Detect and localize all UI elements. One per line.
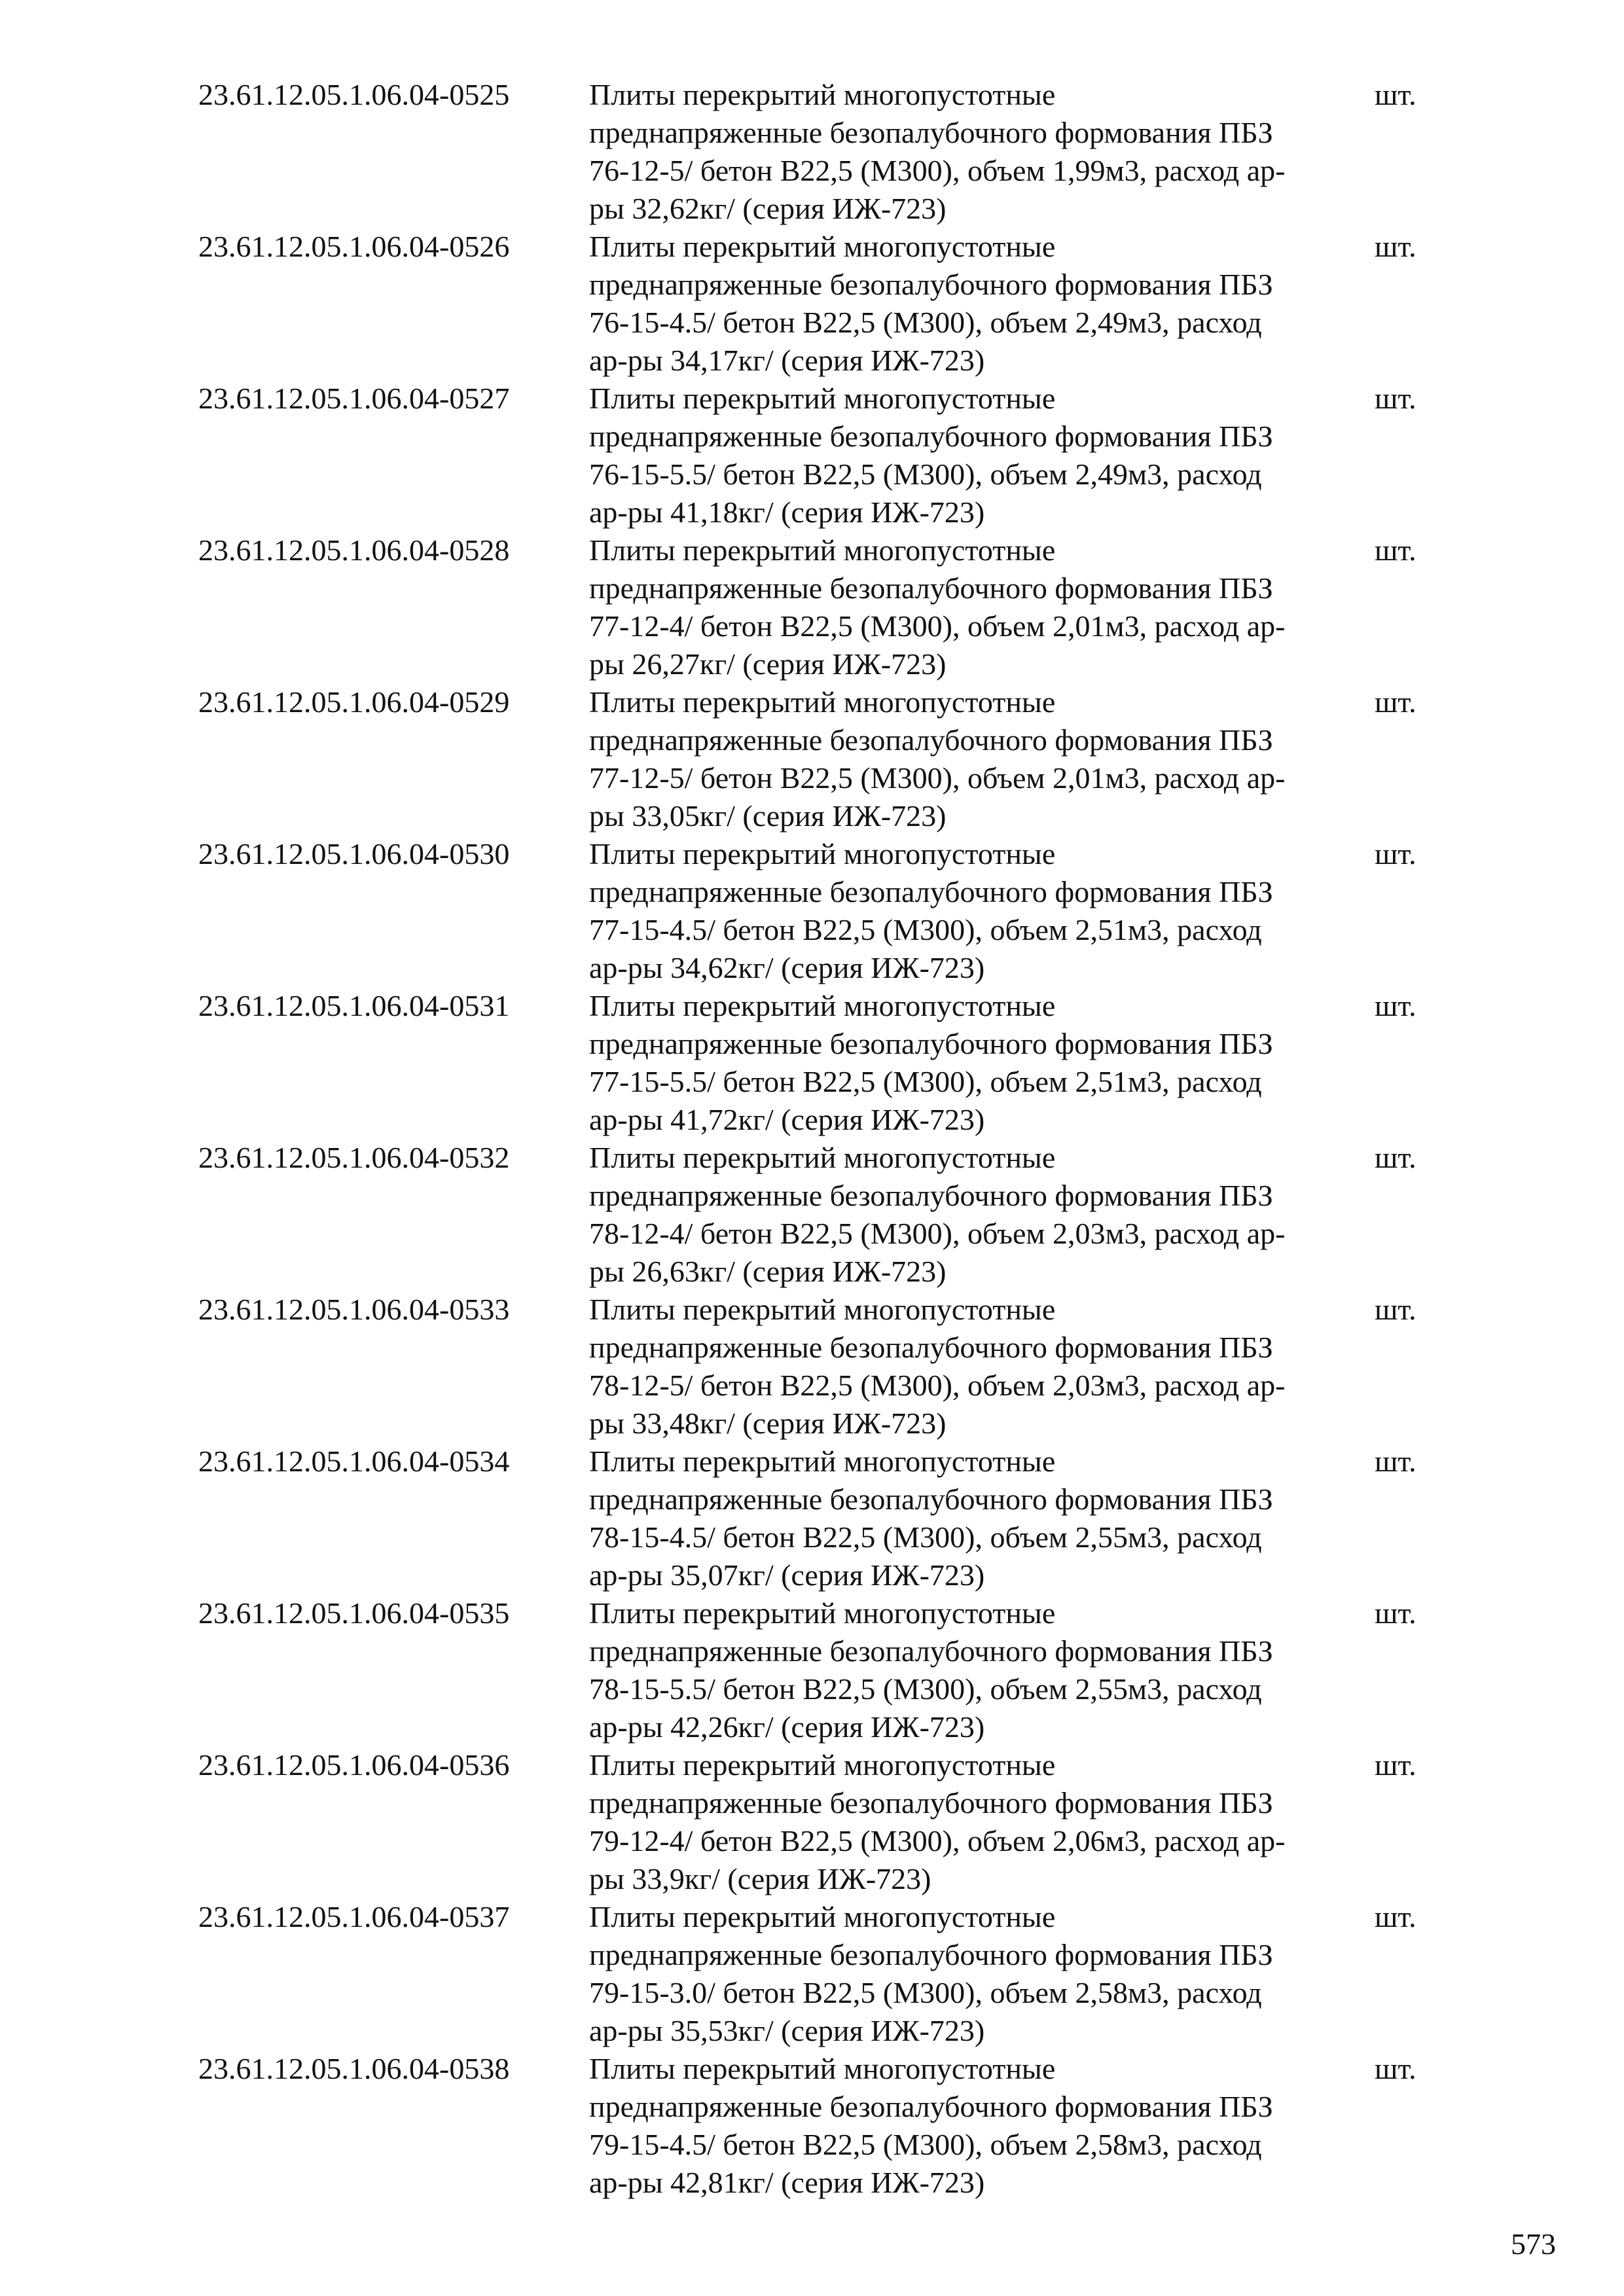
item-unit: шт. xyxy=(1375,1900,1416,1933)
description-line: преднапряженные безопалубочного формования ПБЗ xyxy=(589,1482,1273,1516)
description-line: преднапряженные безопалубочного формования ПБЗ xyxy=(589,1027,1273,1060)
item-description xyxy=(589,987,1375,1139)
item-unit: шт. xyxy=(1375,837,1416,870)
list-item xyxy=(0,531,1624,683)
description-line: 78-12-5/ бетон В22,5 (М300), объем 2,03м3, расход ар- xyxy=(589,1369,1286,1402)
description-line: Плиты перекрытий многопустотные xyxy=(589,1293,1056,1326)
item-code: 23.61.12.05.1.06.04-0536 xyxy=(198,1748,510,1782)
description-line: Плиты перекрытий многопустотные xyxy=(589,2052,1056,2085)
description-line: преднапряженные безопалубочного формования ПБЗ xyxy=(589,1938,1273,1971)
item-code: 23.61.12.05.1.06.04-0526 xyxy=(198,230,510,263)
item-unit: шт. xyxy=(1375,1596,1416,1630)
list-item xyxy=(0,835,1624,987)
description-line: преднапряженные безопалубочного формования ПБЗ xyxy=(589,1331,1273,1364)
description-line: ар-ры 35,07кг/ (серия ИЖ-723) xyxy=(589,1558,985,1592)
description-line: 77-15-5.5/ бетон В22,5 (М300), объем 2,51м3, расход xyxy=(589,1065,1262,1098)
item-code: 23.61.12.05.1.06.04-0535 xyxy=(198,1596,510,1630)
item-code: 23.61.12.05.1.06.04-0538 xyxy=(198,2052,510,2085)
item-unit: шт. xyxy=(1375,685,1416,719)
description-line: преднапряженные безопалубочного формования ПБЗ xyxy=(589,116,1273,149)
description-line: Плиты перекрытий многопустотные xyxy=(589,989,1056,1022)
item-code: 23.61.12.05.1.06.04-0532 xyxy=(198,1141,510,1174)
description-line: Плиты перекрытий многопустотные xyxy=(589,685,1056,719)
item-description xyxy=(589,380,1375,531)
description-line: преднапряженные безопалубочного формования ПБЗ xyxy=(589,2090,1273,2123)
description-line: ры 32,62кг/ (серия ИЖ-723) xyxy=(589,192,947,225)
description-line: 79-15-3.0/ бетон В22,5 (М300), объем 2,58м3, расход xyxy=(589,1976,1262,2009)
description-line: 78-12-4/ бетон В22,5 (М300), объем 2,03м3, расход ар- xyxy=(589,1217,1286,1250)
description-line: ар-ры 34,62кг/ (серия ИЖ-723) xyxy=(589,951,985,984)
item-description xyxy=(589,1898,1375,2050)
item-unit: шт. xyxy=(1375,989,1416,1022)
item-description xyxy=(589,1594,1375,1746)
item-code: 23.61.12.05.1.06.04-0533 xyxy=(198,1293,510,1326)
list-item xyxy=(0,2050,1624,2202)
description-line: 76-15-4.5/ бетон В22,5 (М300), объем 2,49м3, расход xyxy=(589,306,1262,339)
item-code: 23.61.12.05.1.06.04-0530 xyxy=(198,837,510,870)
description-line: ры 33,05кг/ (серия ИЖ-723) xyxy=(589,799,947,833)
list-item xyxy=(0,1291,1624,1443)
description-line: Плиты перекрытий многопустотные xyxy=(589,1596,1056,1630)
description-line: ар-ры 34,17кг/ (серия ИЖ-723) xyxy=(589,344,985,377)
item-code: 23.61.12.05.1.06.04-0534 xyxy=(198,1444,510,1478)
description-line: ар-ры 41,72кг/ (серия ИЖ-723) xyxy=(589,1103,985,1136)
description-line: Плиты перекрытий многопустотные xyxy=(589,837,1056,870)
description-line: 79-12-4/ бетон В22,5 (М300), объем 2,06м3, расход ар- xyxy=(589,1824,1286,1857)
description-line: преднапряженные безопалубочного формования ПБЗ xyxy=(589,1634,1273,1668)
description-line: Плиты перекрытий многопустотные xyxy=(589,533,1056,567)
description-line: преднапряженные безопалубочного формования ПБЗ xyxy=(589,268,1273,301)
item-unit: шт. xyxy=(1375,1293,1416,1326)
description-line: преднапряженные безопалубочного формования ПБЗ xyxy=(589,571,1273,605)
item-description xyxy=(589,1291,1375,1443)
list-item xyxy=(0,987,1624,1139)
item-code: 23.61.12.05.1.06.04-0529 xyxy=(198,685,510,719)
description-line: 78-15-5.5/ бетон В22,5 (М300), объем 2,55м3, расход xyxy=(589,1672,1262,1706)
description-line: ар-ры 35,53кг/ (серия ИЖ-723) xyxy=(589,2014,985,2047)
description-line: ар-ры 41,18кг/ (серия ИЖ-723) xyxy=(589,495,985,529)
item-unit: шт. xyxy=(1375,230,1416,263)
item-description xyxy=(589,683,1375,835)
list-item xyxy=(0,380,1624,531)
page-number: 573 xyxy=(1511,2227,1556,2261)
item-description xyxy=(589,76,1375,228)
item-unit: шт. xyxy=(1375,382,1416,415)
description-line: ар-ры 42,81кг/ (серия ИЖ-723) xyxy=(589,2166,985,2199)
item-unit: шт. xyxy=(1375,2052,1416,2085)
description-line: 76-12-5/ бетон В22,5 (М300), объем 1,99м3, расход ар- xyxy=(589,154,1286,187)
description-line: Плиты перекрытий многопустотные xyxy=(589,230,1056,263)
description-line: 77-12-5/ бетон В22,5 (М300), объем 2,01м3, расход ар- xyxy=(589,761,1286,795)
description-line: Плиты перекрытий многопустотные xyxy=(589,1444,1056,1478)
list-item xyxy=(0,1746,1624,1898)
item-description xyxy=(589,2050,1375,2202)
item-code: 23.61.12.05.1.06.04-0528 xyxy=(198,533,510,567)
description-line: Плиты перекрытий многопустотные xyxy=(589,1748,1056,1782)
description-line: 77-12-4/ бетон В22,5 (М300), объем 2,01м3, расход ар- xyxy=(589,609,1286,643)
list-item xyxy=(0,228,1624,380)
description-line: ры 26,27кг/ (серия ИЖ-723) xyxy=(589,647,947,681)
list-item xyxy=(0,76,1624,228)
list-item xyxy=(0,1139,1624,1291)
description-line: преднапряженные безопалубочного формования ПБЗ xyxy=(589,1786,1273,1820)
item-code: 23.61.12.05.1.06.04-0531 xyxy=(198,989,510,1022)
description-line: 79-15-4.5/ бетон В22,5 (М300), объем 2,58м3, расход xyxy=(589,2128,1262,2161)
description-line: ры 26,63кг/ (серия ИЖ-723) xyxy=(589,1255,947,1288)
description-line: Плиты перекрытий многопустотные xyxy=(589,382,1056,415)
description-line: Плиты перекрытий многопустотные xyxy=(589,1141,1056,1174)
item-description xyxy=(589,228,1375,380)
entries-list xyxy=(0,76,1624,2202)
item-description xyxy=(589,835,1375,987)
item-description xyxy=(589,1139,1375,1291)
item-unit: шт. xyxy=(1375,78,1416,111)
description-line: 76-15-5.5/ бетон В22,5 (М300), объем 2,49м3, расход xyxy=(589,457,1262,491)
description-line: преднапряженные безопалубочного формования ПБЗ xyxy=(589,1179,1273,1212)
item-unit: шт. xyxy=(1375,1141,1416,1174)
description-line: ры 33,9кг/ (серия ИЖ-723) xyxy=(589,1862,931,1895)
item-code: 23.61.12.05.1.06.04-0527 xyxy=(198,382,510,415)
list-item xyxy=(0,1443,1624,1594)
description-line: 77-15-4.5/ бетон В22,5 (М300), объем 2,51м3, расход xyxy=(589,913,1262,946)
description-line: преднапряженные безопалубочного формования ПБЗ xyxy=(589,420,1273,453)
description-line: Плиты перекрытий многопустотные xyxy=(589,78,1056,111)
description-line: 78-15-4.5/ бетон В22,5 (М300), объем 2,55м3, расход xyxy=(589,1520,1262,1554)
item-code: 23.61.12.05.1.06.04-0525 xyxy=(198,78,510,111)
description-line: ар-ры 42,26кг/ (серия ИЖ-723) xyxy=(589,1710,985,1744)
description-line: преднапряженные безопалубочного формования ПБЗ xyxy=(589,723,1273,757)
item-unit: шт. xyxy=(1375,1748,1416,1782)
item-code: 23.61.12.05.1.06.04-0537 xyxy=(198,1900,510,1933)
list-item xyxy=(0,1594,1624,1746)
item-description xyxy=(589,1746,1375,1898)
description-line: преднапряженные безопалубочного формования ПБЗ xyxy=(589,875,1273,908)
list-item xyxy=(0,683,1624,835)
item-unit: шт. xyxy=(1375,1444,1416,1478)
item-unit: шт. xyxy=(1375,533,1416,567)
list-item xyxy=(0,1898,1624,2050)
description-line: Плиты перекрытий многопустотные xyxy=(589,1900,1056,1933)
item-description xyxy=(589,1443,1375,1594)
description-line: ры 33,48кг/ (серия ИЖ-723) xyxy=(589,1407,947,1440)
item-description xyxy=(589,531,1375,683)
